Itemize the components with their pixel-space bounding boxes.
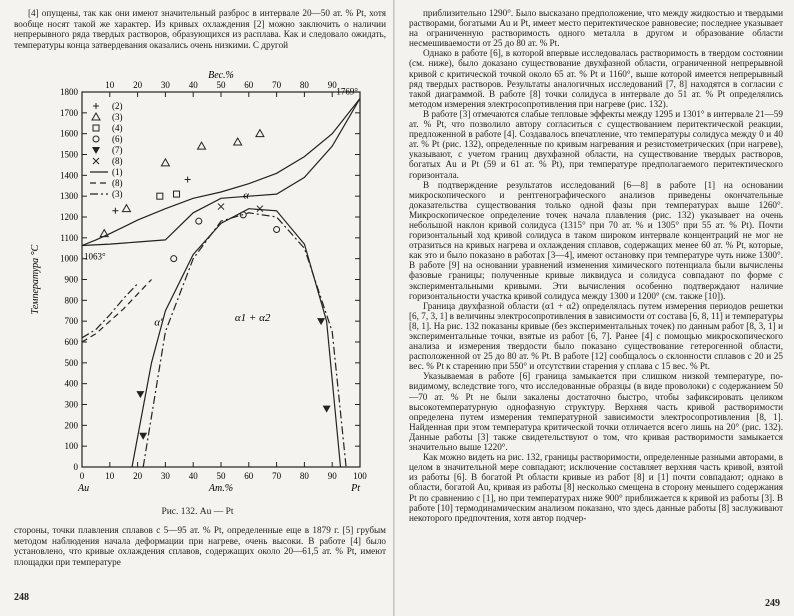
chart-axes <box>60 80 367 481</box>
page-number-right: 249 <box>765 598 780 609</box>
series-line <box>82 280 152 343</box>
paragraph: В подтверждение результатов исследований [6—8] в работе [1] на основании микроскопического и рентгенографического анализов приведены окончательные доказательства существования только одной фазы при температурах выше 1260°. Микроскопическое определение точек начала плавления (рис. 132) указывает на очень небольшой наклон кривой солидуса (1315° при 70 ат. % и 1305° при 55 ат. % Pt). Почти горизонтальный ход кривой солидуса в таком широком интервале концентраций не мог не отразиться на кривых нагрева и охлаждения сплавов, содержащих менее 60 ат. % Pt, которые, как это и было показано в работах [3—4], имеют остановку при температуре чуть ниже 1300°. В работе [9] на основании уравнений изменения химического потенциала были вычислены фазовые границы; полученные кривые ликвидуса и солидуса совпадают по форме с экспериментальными кривыми. Эти вычисления особенно подтверждают наличие горизонтальности участка кривой солидуса между 1300 и 1200° (см. также [10]). <box>409 179 783 301</box>
top-tick-label: 60 <box>244 80 254 90</box>
legend-label: (8) <box>112 156 123 166</box>
data-point <box>112 208 118 214</box>
data-point <box>274 227 280 233</box>
top-axis-label: Вес.% <box>208 70 234 81</box>
data-point <box>157 193 163 199</box>
legend-label: (1) <box>112 167 123 177</box>
x-tick-label: 70 <box>272 471 282 481</box>
top-tick-label: 20 <box>133 80 143 90</box>
x-tick-label: 40 <box>188 471 198 481</box>
data-point <box>256 130 264 137</box>
data-point <box>171 256 177 262</box>
y-tick-label: 1600 <box>60 128 78 139</box>
legend-label: (8) <box>112 178 123 188</box>
right-page <box>395 0 794 616</box>
series-line <box>143 213 346 467</box>
data-point <box>323 406 331 413</box>
data-point <box>136 391 144 398</box>
paragraph: Указываемая в работе [6] граница замыкается при слишком низкой температуре, по-видимому, вследствие того, что исследованные образцы (в виде проволоки) с содержанием 50—70 ат. % Pt не были закалены достаточно быстро, чтобы зафиксировать целиком высокотемпературную однофазную структуру. Верхняя часть кривой растворимости определена путем измерения температурной зависимости электросопротивления [8, 1]. Найденная при этом температура критической точки отличается всего лишь на 20° (рис. 132). Данные работы [3] также свидетельствуют о том, что кривая растворимости замыкается значительно выше 1220°. <box>409 371 783 453</box>
annotation-two-phase: α1 + α2 <box>234 312 271 325</box>
legend-label: (6) <box>112 134 123 144</box>
legend-marker <box>92 147 100 154</box>
x-axis-label: Am.% <box>208 483 234 494</box>
data-point <box>185 177 191 183</box>
x-tick-label: 90 <box>327 471 337 481</box>
y-tick-label: 1700 <box>60 107 78 118</box>
y-tick-label: 400 <box>64 378 78 389</box>
left-page-top-text: [4] опущены, так как они имеют значительный разброс в интервале 20—50 ат. % Pt, хотя вообще носят такой же характер. Из кривых охлаждения [2] можно заключить о наличии непрерывного ряда твердых растворов, образующихся из расплава. Как и следовало ожидать, температуры конца затвердевания оказались очень низкими. С другой <box>14 8 386 50</box>
x-tick-label: 80 <box>299 471 309 481</box>
x-tick-label: 30 <box>160 471 170 481</box>
figure-caption: Рис. 132. Au — Pt <box>161 507 234 517</box>
x-tick-label: 20 <box>133 471 143 481</box>
y-tick-label: 1100 <box>60 232 78 243</box>
x-tick-label: 50 <box>216 471 226 481</box>
au-pt-phase-diagram <box>20 62 380 502</box>
au-label: Au <box>78 483 90 494</box>
top-tick-label: 30 <box>160 80 170 90</box>
top-tick-label: 40 <box>188 80 198 90</box>
top-tick-label: 70 <box>272 80 282 90</box>
data-point <box>122 205 130 212</box>
x-tick-label: 0 <box>79 471 85 481</box>
data-point <box>257 206 263 212</box>
y-tick-label: 800 <box>64 295 78 306</box>
annotation-alpha: α <box>243 189 250 202</box>
y-tick-label: 1400 <box>60 170 78 181</box>
page-number-left: 248 <box>14 592 29 603</box>
paragraph: приблизительно 1290°. Было высказано предположение, что между жидкостью и твердыми растворами, богатыми Au и Pt, имеет место перитектическое равновесие; последнее указывает на ограниченную растворимость одного металла в другом и образование области несмешиваемости от 25 до 80 ат. % Pt. <box>409 8 783 49</box>
paragraph: Граница двухфазной области (α1 + α2) определялась путем измерения периодов решетки [6, 7, 3, 1] в величины электросопротивления в зависимости от состава [6, 8, 11] и температуры [8, 1]. На рис. 132 показаны кривые (без экспериментальных точек) по данным работ [8, 3, 1] и экспериментальные точки, взятые из работ [6, 7]. Ранее [4] с помощью микроскопического анализа и измерения твердости было показано существование гетерогенной области, расположенной от 25 до 80 ат. % Pt. В работе [12] сообщалось о склонности сплавов с 20 и 25 вес. % Pt к старению при 550° и отсутствии старения у сплава с 15 вес. % Pt. <box>409 300 783 372</box>
legend-marker <box>93 103 99 109</box>
top-tick-label: 50 <box>216 80 226 90</box>
data-point <box>218 204 224 210</box>
top-tick-label: 90 <box>327 80 337 90</box>
annotation-au-melting: 1063° <box>84 251 106 262</box>
y-tick-label: 1300 <box>60 191 78 202</box>
y-tick-label: 0 <box>73 462 78 472</box>
plot-frame <box>82 92 360 467</box>
y-axis-label: Температура °C <box>30 244 41 315</box>
y-tick-label: 100 <box>64 441 78 452</box>
y-tick-label: 600 <box>64 337 78 347</box>
chart-legend <box>90 101 123 199</box>
series-line <box>132 209 341 467</box>
legend-marker <box>92 113 100 120</box>
legend-label: (7) <box>112 145 123 155</box>
data-point <box>139 433 147 440</box>
paragraph: Как можно видеть на рис. 132, границы растворимости, определенные разными авторами, в целом в значительной мере совпадают; исключение составляет верхняя часть кривой, взятой из работы [6]. В богатой Pt области кривые из работ [8] и [1] почти совпадают; однако в области, богатой Au, кривая из работы [8] несколько смещена в сторону меньшего содержания Pt по сравнению с [1], но при температурах ниже 900° приближается к кривой из работы [3]. В работе [10] термодинамическим анализом показано, что здесь данные работы [8] заслуживают некоторого предпочтения, хотя автор подчер- <box>409 452 783 523</box>
y-tick-label: 300 <box>64 399 78 410</box>
y-tick-label: 1500 <box>60 149 78 160</box>
paragraph: В работе [3] отмечаются слабые тепловые эффекты между 1295 и 1301° в интервале 21—59 ат. % Pt, что позволило автору согласиться с существованием перитектической реакции, предложенной в работе [4]. Создавалось впечатление, что температуры солидуса между 0 и 40 ат. % Pt (рис. 132), определенные по кривым нагревания и резистометрических (при нагреве), указывают, с учетом границ двухфазной области, на существование твердых растворов, богатых Au и Pt (59 и 61 ат. % Pt), при температуре предполагаемого перитектического горизонтала. <box>409 108 783 180</box>
pt-label: Pt <box>351 483 360 494</box>
legend-marker <box>93 158 99 164</box>
top-tick-label: 80 <box>299 80 309 90</box>
data-point <box>317 318 325 325</box>
legend-label: (4) <box>112 123 123 133</box>
legend-label: (3) <box>112 112 123 122</box>
x-tick-label: 100 <box>353 471 367 481</box>
paragraph: Однако в работе [6], в которой впервые исследовалась растворимость в твердом состоянии (см. ниже), было доказано существование двухфазной области, ограниченной непрерывной кривой с критической точкой около 65 ат. % Pt и 1160°, выше которой имеется непрерывный ряд твердых растворов. Результаты аналогичных исследований [7, 8] находятся в согласии с такой диаграммой. В работе [8] точки солидуса в интервале до 51 ат. % Pt определялись методом измерения электросопротивления при нагреве (рис. 132). <box>409 48 783 109</box>
series-line <box>82 284 138 338</box>
y-tick-label: 700 <box>64 316 78 327</box>
right-page-text <box>409 8 783 523</box>
chart-labels <box>30 70 360 494</box>
left-page-bottom-text: стороны, точки плавления сплавов с 5—95 ат. % Pt, определенные еще в 1879 г. [5] грубым методом наблюдения начала деформации при нагреве, очень высоки. В работе [4] было установлено, что кривые охлаждения сплавов, содержащих около 20—61,5 ат. % Pt, имеют площадки при температуре <box>14 525 386 567</box>
left-page <box>0 0 395 616</box>
data-point <box>174 191 180 197</box>
data-point <box>234 138 242 145</box>
y-tick-label: 1200 <box>60 212 78 222</box>
y-tick-label: 900 <box>64 274 78 285</box>
annotation-alpha-prime: α' <box>154 316 163 329</box>
chart-points <box>100 130 330 440</box>
data-point <box>161 159 169 166</box>
top-tick-label: 10 <box>105 80 115 90</box>
annotation-pt-melting: 1769° <box>336 86 358 97</box>
data-point <box>198 142 206 149</box>
y-tick-label: 1800 <box>60 87 78 97</box>
data-point <box>196 218 202 224</box>
chart-lines <box>82 99 360 468</box>
x-tick-label: 60 <box>244 471 254 481</box>
legend-label: (2) <box>112 101 123 111</box>
y-tick-label: 500 <box>64 357 78 368</box>
legend-marker <box>93 136 99 142</box>
legend-marker <box>93 125 99 131</box>
y-tick-label: 1000 <box>60 253 78 264</box>
legend-label: (3) <box>112 189 123 199</box>
x-tick-label: 10 <box>105 471 115 481</box>
y-tick-label: 200 <box>64 420 78 431</box>
